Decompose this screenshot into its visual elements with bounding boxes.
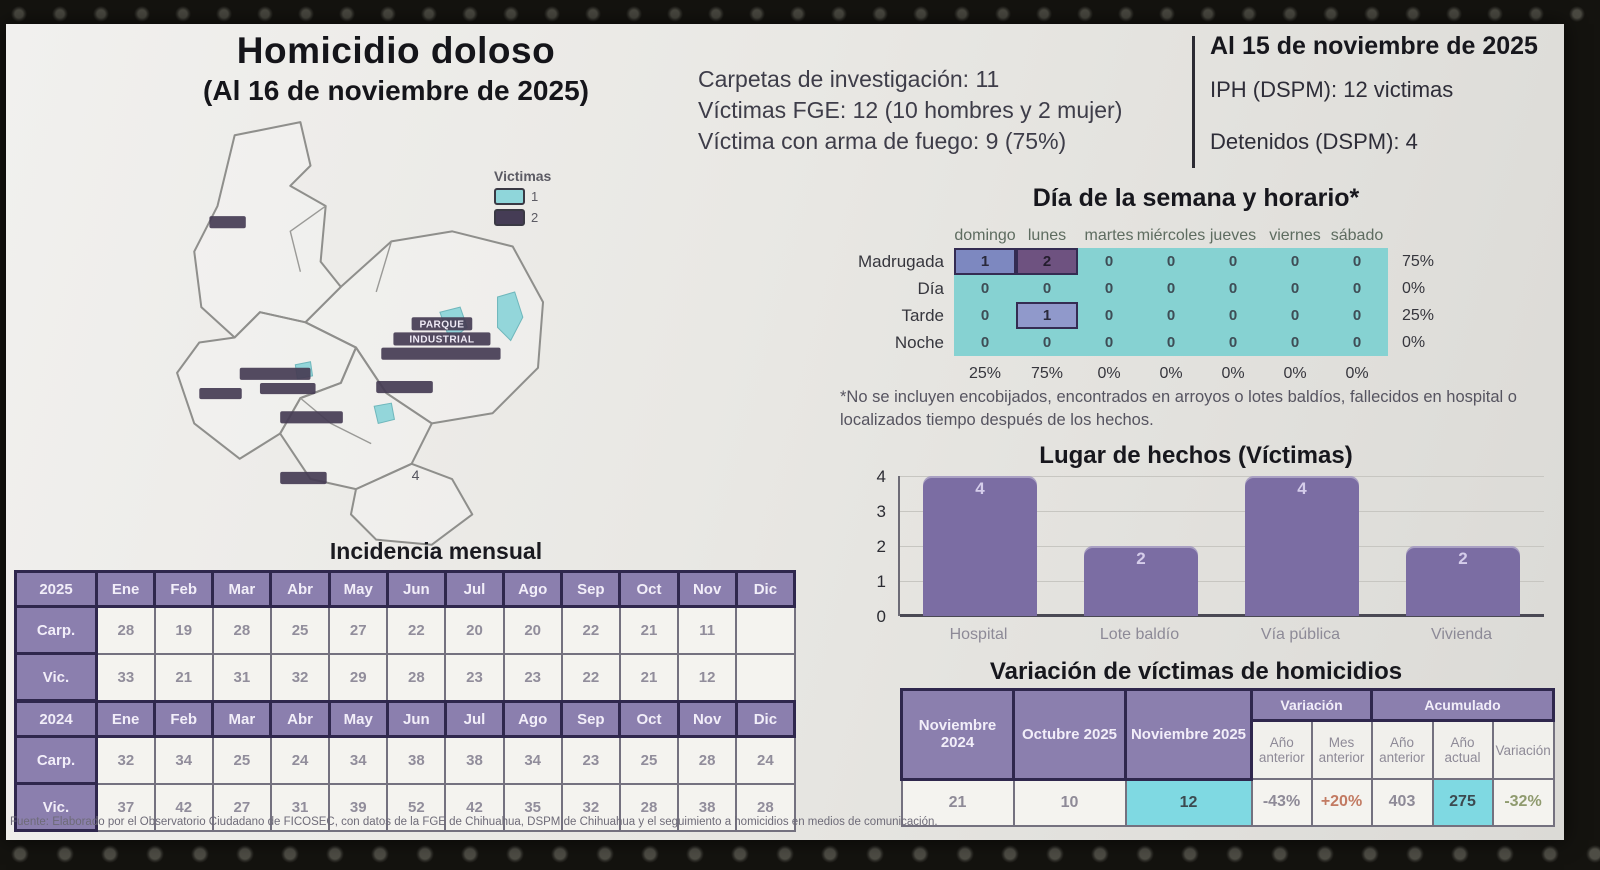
legend-item-1 bbox=[494, 188, 551, 205]
bar-category-label: Vía pública bbox=[1260, 626, 1341, 643]
monthly-month-header: Jul bbox=[445, 702, 503, 737]
monthly-cell: 37 bbox=[97, 784, 155, 831]
bar-y-tick: 1 bbox=[876, 572, 886, 591]
heatmap-cell: 0 bbox=[1140, 248, 1202, 275]
monthly-cell: 25 bbox=[620, 737, 678, 784]
monthly-cell: 29 bbox=[329, 654, 387, 701]
photo-bottom-band bbox=[0, 838, 1600, 870]
map-victim-zone-3 bbox=[374, 403, 394, 423]
bar-value-label: 2 bbox=[1136, 549, 1146, 568]
heatmap-cell: 0 bbox=[1202, 275, 1264, 302]
bar-value-label: 4 bbox=[1297, 479, 1307, 498]
monthly-cell: 31 bbox=[213, 654, 271, 701]
heatmap-cell: 0 bbox=[1326, 302, 1388, 329]
heatmap-day-header: domingo bbox=[954, 227, 1016, 244]
heatmap-cell: 0 bbox=[1016, 275, 1078, 302]
monthly-table-2025-grid bbox=[14, 570, 796, 702]
monthly-month-header: Sep bbox=[562, 702, 620, 737]
monthly-month-header: Jun bbox=[387, 572, 445, 607]
summary-stats bbox=[698, 64, 1122, 157]
monthly-header-row bbox=[16, 572, 795, 607]
variation-table bbox=[900, 688, 1552, 827]
monthly-month-header: Dic bbox=[736, 702, 794, 737]
heatmap-col-total: 25% bbox=[968, 364, 1002, 382]
bar-y-tick: 3 bbox=[876, 502, 886, 521]
monthly-cell: 34 bbox=[504, 737, 562, 784]
monthly-month-header: Ene bbox=[97, 572, 155, 607]
monthly-month-header: Nov bbox=[678, 702, 736, 737]
heatmap-cell: 0 bbox=[1078, 329, 1140, 356]
heatmap-col-total: 0% bbox=[1159, 364, 1183, 382]
monthly-cell: 32 bbox=[562, 784, 620, 831]
bar-category-label: Lote baldío bbox=[1099, 626, 1180, 643]
variation-table-grid bbox=[900, 688, 1555, 827]
variation-group-header: Variación bbox=[1252, 690, 1372, 721]
variation-title: Variación de víctimas de homicidios bbox=[989, 658, 1403, 685]
monthly-cell: 34 bbox=[155, 737, 213, 784]
variation-cell: 12 bbox=[1126, 779, 1252, 826]
legend-title: Victimas bbox=[494, 168, 552, 184]
heatmap-corner bbox=[1388, 220, 1452, 248]
monthly-cell bbox=[736, 607, 794, 654]
page-subtitle: (Al 16 de noviembre de 2025) bbox=[203, 75, 589, 106]
heatmap-col-total: 0% bbox=[1097, 364, 1121, 382]
bar-categories bbox=[898, 626, 1542, 644]
monthly-cell: 11 bbox=[678, 607, 736, 654]
heatmap-row-total: 25% bbox=[1402, 306, 1435, 324]
heatmap-col-total: 0% bbox=[1221, 364, 1245, 382]
map-legend bbox=[494, 168, 551, 226]
legend-item-2 bbox=[494, 209, 551, 226]
heatmap-corner bbox=[850, 220, 954, 248]
monthly-month-header: Oct bbox=[620, 572, 678, 607]
bar-vivienda bbox=[1406, 546, 1520, 616]
bar-y-tick: 2 bbox=[876, 537, 886, 556]
variation-sub-header: Variación bbox=[1493, 721, 1554, 780]
monthly-cell: 38 bbox=[678, 784, 736, 831]
monthly-year-header: 2025 bbox=[16, 572, 97, 607]
monthly-cell: 38 bbox=[387, 737, 445, 784]
variation-sub-header: Año actual bbox=[1433, 721, 1493, 780]
heatmap-cell: 0 bbox=[1264, 275, 1326, 302]
variation-cell: 10 bbox=[1014, 779, 1126, 826]
heatmap-cell: 0 bbox=[1326, 248, 1388, 275]
monthly-month-header: Sep bbox=[562, 572, 620, 607]
monthly-cell: 32 bbox=[97, 737, 155, 784]
monthly-month-header: Dic bbox=[736, 572, 794, 607]
map-badge-parque: PARQUE bbox=[419, 319, 465, 331]
legend-label-1: 1 bbox=[531, 189, 539, 204]
variation-main-header: Noviembre 2024 bbox=[902, 690, 1014, 780]
stat-victimas-fge: Víctimas FGE: 12 (10 hombres y 2 mujer) bbox=[698, 97, 1123, 123]
monthly-cell: 28 bbox=[736, 784, 794, 831]
heatmap-day-header: lunes bbox=[1027, 227, 1067, 244]
stat-arma-fuego: Víctima con arma de fuego: 9 (75%) bbox=[698, 128, 1067, 154]
monthly-month-header: Feb bbox=[155, 702, 213, 737]
monthly-cell: 25 bbox=[271, 607, 329, 654]
map-point-count: 4 bbox=[411, 467, 420, 484]
monthly-month-header: Oct bbox=[620, 702, 678, 737]
monthly-month-header: Abr bbox=[271, 572, 329, 607]
heatmap-cell: 0 bbox=[954, 302, 1016, 329]
monthly-month-header: Abr bbox=[271, 702, 329, 737]
monthly-row-label: Vic. bbox=[16, 654, 97, 701]
heatmap-day-header: sábado bbox=[1330, 227, 1384, 244]
monthly-cell: 32 bbox=[271, 654, 329, 701]
heatmap-cell: 0 bbox=[1264, 302, 1326, 329]
monthly-data-row bbox=[16, 607, 795, 654]
heatmap-row-label: Tarde bbox=[901, 305, 944, 325]
title-block bbox=[126, 30, 666, 107]
monthly-cell bbox=[736, 654, 794, 701]
bar-hospital bbox=[923, 476, 1037, 616]
monthly-cell: 23 bbox=[562, 737, 620, 784]
heatmap-day-header: martes bbox=[1084, 227, 1134, 244]
monthly-month-header: Nov bbox=[678, 572, 736, 607]
bar-lote-bald-o bbox=[1084, 546, 1198, 616]
monthly-incidence-title: Incidencia mensual bbox=[329, 538, 543, 564]
heatmap-corner bbox=[850, 356, 954, 386]
monthly-cell: 28 bbox=[97, 607, 155, 654]
heatmap-cell: 0 bbox=[1140, 329, 1202, 356]
variation-main-header: Octubre 2025 bbox=[1014, 690, 1126, 780]
monthly-table-2024 bbox=[14, 700, 796, 832]
source-footer: Fuente: Elaborado por el Observatorio Ciudadano de FICOSEC, con datos de la FGE de Chihuahua, DSPM de Chihuahua y el seguimiento a homicidios en medios de comunicación. bbox=[10, 816, 938, 828]
heatmap-cell: 1 bbox=[954, 248, 1016, 275]
slide bbox=[6, 24, 1564, 840]
heatmap-day-header: miércoles bbox=[1136, 227, 1206, 244]
bar-category-label: Hospital bbox=[949, 626, 1008, 643]
monthly-cell: 21 bbox=[620, 654, 678, 701]
bar-y-tick: 0 bbox=[876, 607, 886, 626]
map-sector-north bbox=[194, 122, 341, 337]
heatmap-corner bbox=[1388, 356, 1452, 386]
heatmap-day-header: viernes bbox=[1269, 227, 1321, 244]
monthly-cell: 20 bbox=[445, 607, 503, 654]
heatmap-col-total: 0% bbox=[1283, 364, 1307, 382]
monthly-cell: 35 bbox=[504, 784, 562, 831]
monthly-table-2025 bbox=[14, 570, 796, 702]
dspm-block bbox=[1210, 32, 1555, 155]
heatmap-row-label: Madrugada bbox=[857, 251, 944, 271]
monthly-cell: 27 bbox=[213, 784, 271, 831]
bar-y-tick: 4 bbox=[876, 467, 886, 486]
monthly-month-header: Jun bbox=[387, 702, 445, 737]
monthly-month-header: Mar bbox=[213, 702, 271, 737]
monthly-year-header: 2024 bbox=[16, 702, 97, 737]
heatmap-cell: 0 bbox=[1202, 302, 1264, 329]
footnote: *No se incluyen encobijados, encontrados en arroyos o lotes baldíos, fallecidos en hospital o localizados tiempo después de los hechos. bbox=[840, 388, 1517, 429]
weekday-heatmap-grid bbox=[850, 220, 1452, 386]
monthly-cell: 21 bbox=[620, 607, 678, 654]
monthly-cell: 33 bbox=[97, 654, 155, 701]
variation-cell: 21 bbox=[902, 779, 1014, 826]
map-label-chip bbox=[280, 472, 327, 484]
variation-group-header: Acumulado bbox=[1372, 690, 1554, 721]
variation-sub-header: Año anterior bbox=[1252, 721, 1312, 780]
monthly-cell: 24 bbox=[271, 737, 329, 784]
monthly-month-header: Feb bbox=[155, 572, 213, 607]
stat-carpetas: Carpetas de investigación: 11 bbox=[698, 66, 1000, 92]
monthly-cell: 12 bbox=[678, 654, 736, 701]
variation-cell: 403 bbox=[1372, 779, 1433, 826]
heatmap-cell: 0 bbox=[954, 329, 1016, 356]
monthly-cell: 31 bbox=[271, 784, 329, 831]
detenidos-line: Detenidos (DSPM): 4 bbox=[1210, 129, 1418, 154]
variation-sub-header: Mes anterior bbox=[1312, 721, 1372, 780]
map-label-chip bbox=[381, 348, 500, 360]
heatmap-cell: 0 bbox=[1202, 248, 1264, 275]
header-divider bbox=[1192, 36, 1195, 168]
heatmap-cell: 0 bbox=[954, 275, 1016, 302]
legend-swatch-teal bbox=[494, 188, 525, 205]
map-label-chip bbox=[376, 381, 433, 393]
heatmap-cell: 0 bbox=[1078, 248, 1140, 275]
variation-sub-header: Año anterior bbox=[1372, 721, 1433, 780]
heatmap-cell: 2 bbox=[1016, 248, 1078, 275]
map-label-chip bbox=[199, 388, 241, 399]
heatmap-row-label: Noche bbox=[894, 332, 944, 352]
monthly-cell: 22 bbox=[562, 654, 620, 701]
monthly-cell: 24 bbox=[736, 737, 794, 784]
bar-value-label: 4 bbox=[975, 479, 985, 498]
bar-category-label: Vivienda bbox=[1430, 626, 1493, 643]
monthly-cell: 52 bbox=[387, 784, 445, 831]
monthly-cell: 28 bbox=[387, 654, 445, 701]
monthly-cell: 22 bbox=[387, 607, 445, 654]
monthly-cell: 19 bbox=[155, 607, 213, 654]
monthly-data-row bbox=[16, 654, 795, 701]
monthly-month-header: Jul bbox=[445, 572, 503, 607]
heatmap-row-total: 75% bbox=[1402, 252, 1435, 270]
heatmap-row-label: Día bbox=[917, 278, 944, 298]
variation-cell: 275 bbox=[1433, 779, 1493, 826]
heatmap-cell: 0 bbox=[1264, 248, 1326, 275]
monthly-month-header: May bbox=[329, 572, 387, 607]
monthly-cell: 20 bbox=[504, 607, 562, 654]
monthly-row-label: Vic. bbox=[16, 784, 97, 831]
monthly-cell: 42 bbox=[155, 784, 213, 831]
monthly-cell: 25 bbox=[213, 737, 271, 784]
monthly-cell: 28 bbox=[213, 607, 271, 654]
monthly-cell: 34 bbox=[329, 737, 387, 784]
heatmap-cell: 0 bbox=[1264, 329, 1326, 356]
monthly-cell: 23 bbox=[445, 654, 503, 701]
dspm-date-title: Al 15 de noviembre de 2025 bbox=[1210, 32, 1538, 60]
heatmap-cell: 0 bbox=[1202, 329, 1264, 356]
monthly-month-header: Ago bbox=[504, 572, 562, 607]
heatmap-cell: 0 bbox=[1326, 329, 1388, 356]
monthly-month-header: Ago bbox=[504, 702, 562, 737]
bar-value-label: 2 bbox=[1458, 549, 1468, 568]
monthly-cell: 27 bbox=[329, 607, 387, 654]
bar-v-a-p-blica bbox=[1245, 476, 1359, 616]
map-label-chip bbox=[280, 411, 343, 423]
monthly-cell: 39 bbox=[329, 784, 387, 831]
heatmap-cell: 0 bbox=[1016, 329, 1078, 356]
monthly-data-row bbox=[16, 737, 795, 784]
monthly-month-header: May bbox=[329, 702, 387, 737]
monthly-cell: 38 bbox=[445, 737, 503, 784]
variation-header-row-1 bbox=[902, 690, 1554, 721]
lugar-chart-title: Lugar de hechos (Víctimas) bbox=[1039, 442, 1353, 469]
monthly-month-header: Ene bbox=[97, 702, 155, 737]
heatmap-row-total: 0% bbox=[1402, 279, 1426, 297]
monthly-header-row bbox=[16, 702, 795, 737]
variation-cell: +20% bbox=[1312, 779, 1372, 826]
heatmap-cell: 0 bbox=[1140, 275, 1202, 302]
monthly-cell: 22 bbox=[562, 607, 620, 654]
variation-main-header: Noviembre 2025 bbox=[1126, 690, 1252, 780]
monthly-cell: 42 bbox=[445, 784, 503, 831]
bar-y-axis bbox=[864, 467, 894, 626]
heatmap-row-total: 0% bbox=[1402, 333, 1426, 351]
monthly-cell: 21 bbox=[155, 654, 213, 701]
heatmap-day-header: jueves bbox=[1209, 227, 1257, 244]
heatmap-col-total: 0% bbox=[1345, 364, 1369, 382]
monthly-cell: 28 bbox=[678, 737, 736, 784]
map-badge-industrial: INDUSTRIAL bbox=[409, 334, 475, 346]
heatmap-col-total: 75% bbox=[1030, 364, 1064, 382]
monthly-table-2024-grid bbox=[14, 700, 796, 832]
heatmap-cell: 1 bbox=[1016, 302, 1078, 329]
variation-data-row bbox=[902, 779, 1554, 826]
monthly-row-label: Carp. bbox=[16, 737, 97, 784]
legend-swatch-purple bbox=[494, 209, 525, 226]
photo-top-band bbox=[0, 0, 1600, 26]
map-label-chip bbox=[260, 383, 316, 394]
heatmap-cell: 0 bbox=[1140, 302, 1202, 329]
legend-label-2: 2 bbox=[531, 210, 539, 225]
monthly-month-header: Mar bbox=[213, 572, 271, 607]
heatmap-cell: 0 bbox=[1078, 275, 1140, 302]
monthly-cell: 23 bbox=[504, 654, 562, 701]
map-label-chip bbox=[240, 368, 311, 380]
map-label-chip bbox=[209, 216, 245, 228]
bar-plot bbox=[898, 476, 1544, 616]
variation-cell: -43% bbox=[1252, 779, 1312, 826]
iph-line: IPH (DSPM): 12 victimas bbox=[1210, 77, 1454, 102]
weekday-chart-title: Día de la semana y horario* bbox=[1032, 184, 1360, 212]
heatmap-cell: 0 bbox=[1326, 275, 1388, 302]
variation-cell: -32% bbox=[1493, 779, 1554, 826]
monthly-row-label: Carp. bbox=[16, 607, 97, 654]
lugar-bar-chart bbox=[864, 467, 1548, 659]
monthly-cell: 28 bbox=[620, 784, 678, 831]
page-title: Homicidio doloso bbox=[236, 30, 556, 71]
heatmap-cell: 0 bbox=[1078, 302, 1140, 329]
